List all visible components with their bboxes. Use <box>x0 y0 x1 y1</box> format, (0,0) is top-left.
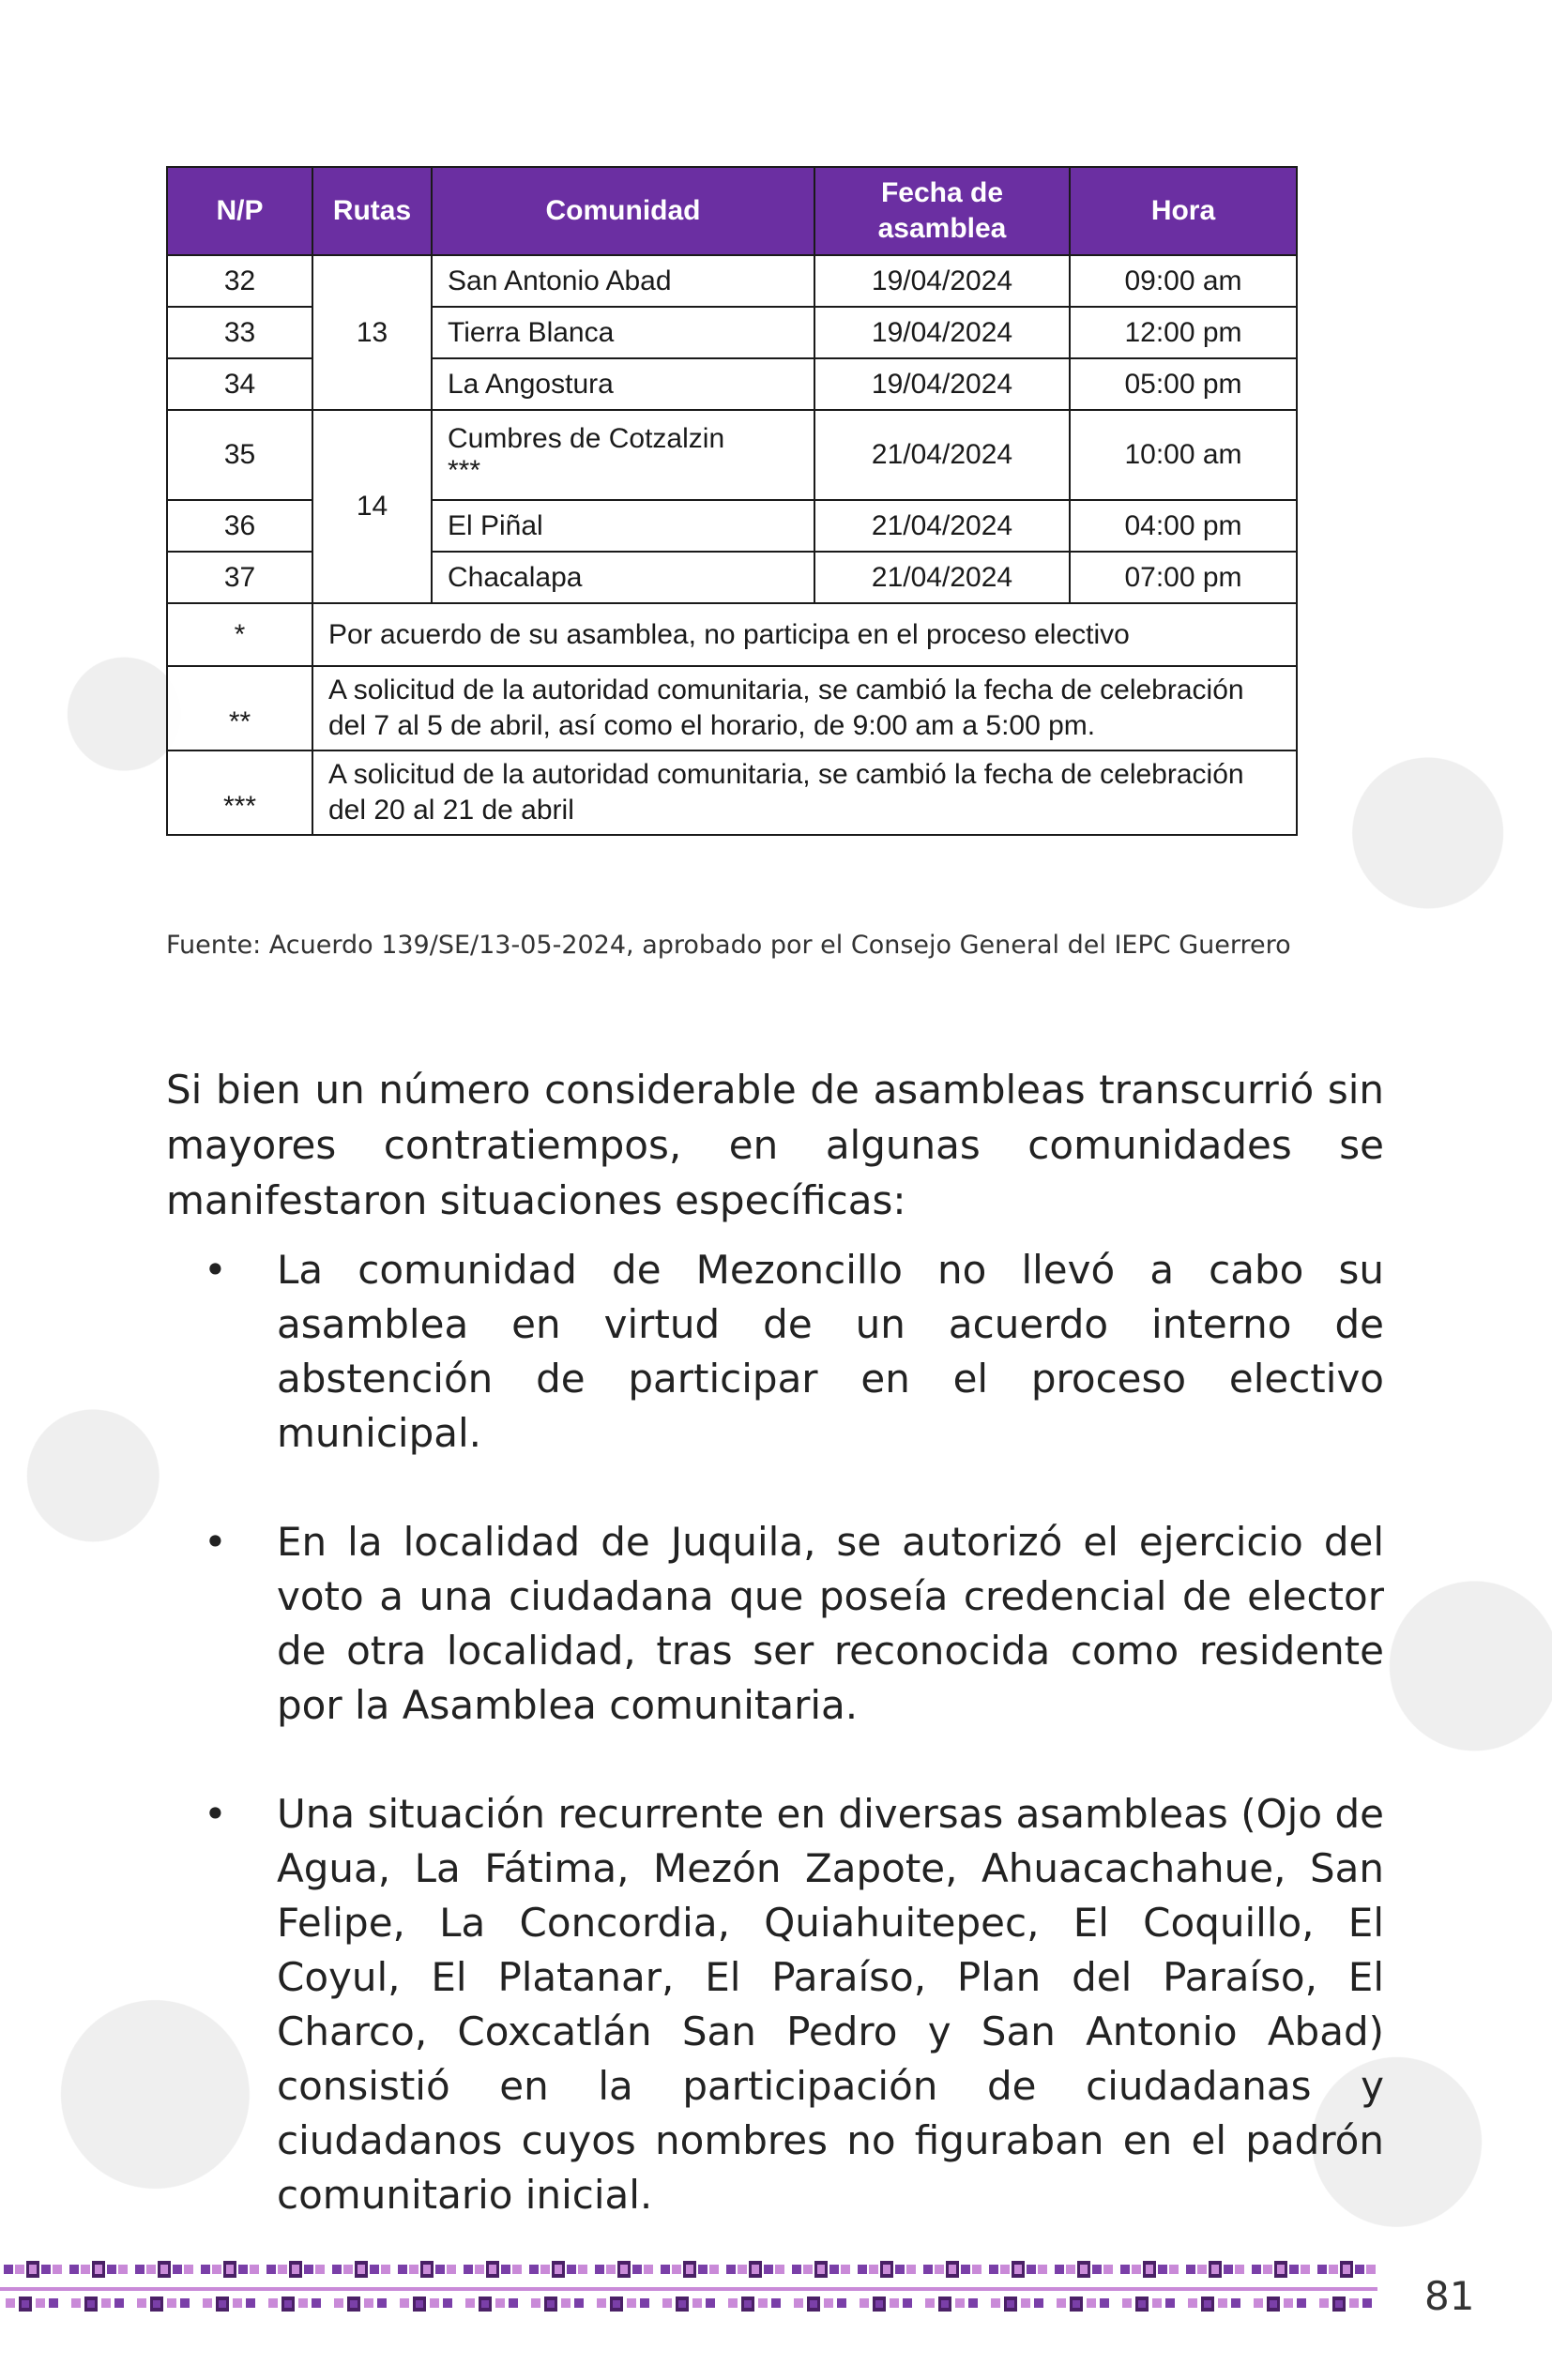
table-header-row <box>167 167 1297 255</box>
header-rutas: Rutas <box>312 167 432 255</box>
cell-hora: 05:00 pm <box>1070 358 1297 410</box>
note-text: Por acuerdo de su asamblea, no participa en el proceso electivo <box>312 603 1297 666</box>
list-item <box>166 1515 1384 1733</box>
list-item-text: En la localidad de Juquila, se autorizó el ejercicio del voto a una ciudadana que poseía credencial de elector de otra localidad, tras ser reconocida como residente por la Asamblea comunitaria. <box>277 1519 1384 1728</box>
note-text: A solicitud de la autoridad comunitaria, se cambió la fecha de celebración del 20 al 21 de abril <box>312 750 1297 835</box>
situations-list <box>166 1243 1384 2277</box>
header-fecha: Fecha de asamblea <box>814 167 1070 255</box>
note-row <box>167 750 1297 835</box>
bullet-icon: • <box>204 1247 227 1293</box>
assembly-schedule-table <box>166 166 1298 836</box>
cell-hora: 12:00 pm <box>1070 307 1297 358</box>
cell-comunidad: Chacalapa <box>432 552 814 603</box>
note-symbol: * <box>167 603 312 666</box>
cell-np: 36 <box>167 500 312 552</box>
cell-comunidad: El Piñal <box>432 500 814 552</box>
cell-fecha: 21/04/2024 <box>814 410 1070 500</box>
cell-fecha: 21/04/2024 <box>814 552 1070 603</box>
cell-hora: 10:00 am <box>1070 410 1297 500</box>
header-hora: Hora <box>1070 167 1297 255</box>
table-source-caption: Fuente: Acuerdo 139/SE/13-05-2024, aprobado por el Consejo General del IEPC Guerrero <box>166 931 1291 960</box>
cell-comunidad: San Antonio Abad <box>432 255 814 307</box>
cell-fecha: 19/04/2024 <box>814 358 1070 410</box>
note-row <box>167 666 1297 750</box>
cell-hora: 07:00 pm <box>1070 552 1297 603</box>
cell-np: 34 <box>167 358 312 410</box>
embroidery-pattern-icon <box>0 2259 1377 2327</box>
cell-np: 35 <box>167 410 312 500</box>
cell-np: 37 <box>167 552 312 603</box>
cell-hora: 04:00 pm <box>1070 500 1297 552</box>
cell-fecha: 19/04/2024 <box>814 307 1070 358</box>
table-row <box>167 410 1297 500</box>
header-np: N/P <box>167 167 312 255</box>
cell-comunidad: La Angostura <box>432 358 814 410</box>
cell-np: 33 <box>167 307 312 358</box>
note-symbol: ** <box>167 666 312 750</box>
note-row <box>167 603 1297 666</box>
cell-hora: 09:00 am <box>1070 255 1297 307</box>
cell-ruta: 14 <box>312 410 432 603</box>
list-item <box>166 1787 1384 2222</box>
comunidad-name: Cumbres de Cotzalzin <box>448 423 725 454</box>
list-item <box>166 1243 1384 1461</box>
cell-fecha: 21/04/2024 <box>814 500 1070 552</box>
cell-ruta: 13 <box>312 255 432 410</box>
cell-np: 32 <box>167 255 312 307</box>
cell-comunidad: Tierra Blanca <box>432 307 814 358</box>
header-comunidad: Comunidad <box>432 167 814 255</box>
note-symbol: *** <box>167 750 312 835</box>
page-number: 81 <box>1424 2273 1475 2319</box>
intro-paragraph: Si bien un número considerable de asambleas transcurrió sin mayores contratiempos, en algunas comunidades se manifestaron situaciones específicas: <box>166 1067 1384 1223</box>
cell-fecha: 19/04/2024 <box>814 255 1070 307</box>
list-item-text: Una situación recurrente en diversas asambleas (Ojo de Agua, La Fátima, Mezón Zapote, Ahuacachahue, San Felipe, La Concordia, Quiahuitepec, El Coquillo, El Coyul, El Platanar, El Paraíso, Plan del Paraíso, El Charco, Coxcatlán San Pedro y San Antonio Abad) consistió en la participación de ciudadanas y ciudadanos cuyos nombres no figuraban en el padrón comunitario inicial. <box>277 1791 1384 2218</box>
note-text: A solicitud de la autoridad comunitaria, se cambió la fecha de celebración del 7 al 5 de abril, así como el horario, de 9:00 am a 5:00 pm. <box>312 666 1297 750</box>
list-item-text: La comunidad de Mezoncillo no llevó a cabo su asamblea en virtud de un acuerdo interno de abstención de participar en el proceso electivo municipal. <box>277 1247 1384 1456</box>
bullet-icon: • <box>204 1791 227 1837</box>
table-row <box>167 255 1297 307</box>
cell-comunidad <box>432 410 814 500</box>
bullet-icon: • <box>204 1519 227 1565</box>
embroidery-border <box>0 2259 1377 2327</box>
comunidad-mark: *** <box>448 455 481 486</box>
